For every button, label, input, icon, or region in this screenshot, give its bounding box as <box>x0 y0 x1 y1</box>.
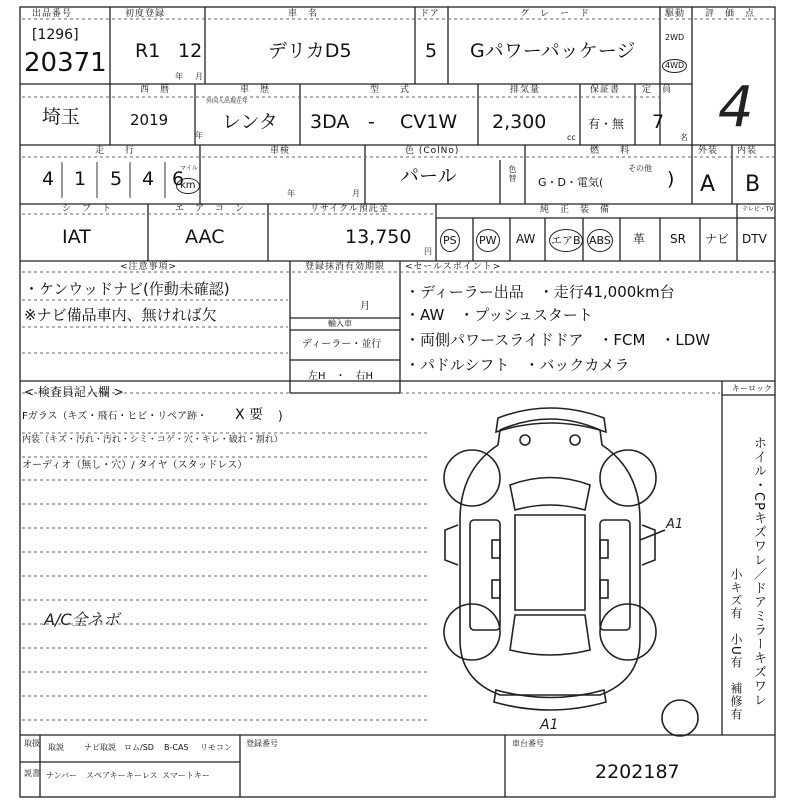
ac-label: エ ア コ ン <box>175 204 246 214</box>
damage-mark-rear: A1 <box>540 717 559 733</box>
first-reg-label: 初度登録 <box>125 9 166 19</box>
selling-line-4: ・パドルシフト ・バックカメラ <box>405 356 630 374</box>
month-unit: 月 <box>195 72 203 81</box>
chassis-number: 2202187 <box>595 761 680 783</box>
lot-bracket: [1296] <box>32 27 79 43</box>
year-label: 西 暦 <box>140 85 171 95</box>
equip-ps-circled: PS <box>440 229 460 252</box>
fuel-close: ) <box>667 168 675 190</box>
grade-value: Gパワーパッケージ <box>470 40 636 62</box>
selling-line-1: ・ディーラー出品 ・走行41,000km台 <box>405 283 675 301</box>
recycle-label: リサイクル預託金 <box>310 204 389 214</box>
recycle-fee: 13,750 <box>345 226 412 248</box>
displacement-label: 排気量 <box>510 85 541 95</box>
score-value: 4 <box>718 75 754 140</box>
equip-navi: ナビ <box>705 232 730 246</box>
caution-line-2: ※ナビ備品車内、無ければ欠 <box>24 306 217 324</box>
dealer-parallel: ディーラー・並行 <box>302 339 382 350</box>
footer-item-keyless: キーレス <box>126 771 158 780</box>
ac-value: AAC <box>185 226 225 248</box>
capacity-label: 定 員 <box>642 85 673 95</box>
displacement-value: 2,300 <box>492 111 547 133</box>
km-circled: km <box>176 178 200 194</box>
model-name: デリカD5 <box>268 40 352 62</box>
inspection-month-unit: 月 <box>352 189 360 198</box>
int-grade: B <box>745 172 761 197</box>
footer-item-bcas: B-CAS <box>164 743 189 752</box>
grade-label: グ レ ー ド <box>520 9 591 19</box>
footer-item-plate: ナンバー <box>46 771 78 780</box>
equip-abs-circled: ABS <box>587 229 613 252</box>
cc-unit: cc <box>567 133 576 142</box>
repair-note: 小キズ有 小U有 補修有 <box>729 568 743 721</box>
history-sub: 外国入出現在年 <box>206 98 249 105</box>
mileage-digit-1: 4 <box>42 168 55 190</box>
footer-item-rom: ロム/SD <box>124 743 154 752</box>
fuel-label: 燃 料 <box>590 146 631 156</box>
equip-sr: SR <box>670 232 686 246</box>
model-prefix: 3DA <box>310 111 350 133</box>
year-unit: 年 <box>175 72 183 81</box>
equip-airbag-circled: エアB <box>549 229 583 252</box>
footer-tag-2: 説書 <box>24 769 40 778</box>
fuel-other: その他 <box>628 164 652 173</box>
first-reg-era: R1 <box>135 40 161 62</box>
drive-2wd: 2WD <box>665 33 685 42</box>
lot-number: 20371 <box>24 48 107 78</box>
mile-tag: マイル <box>180 165 198 172</box>
inspection-year-unit: 年 <box>287 189 295 198</box>
model-code: CV1W <box>400 111 458 133</box>
reg-expiry-label: 登録抹消有効期限 <box>305 262 386 272</box>
selling-line-3: ・両側パワースライドドア ・FCM ・LDW <box>405 331 711 349</box>
ext-label: 外装 <box>698 146 719 156</box>
inspection-line-1-mark: X 要 <box>235 407 264 423</box>
handle-side: 左H ・ 右H <box>308 371 374 382</box>
equip-pw-circled: PW <box>476 229 500 252</box>
model-dash: - <box>368 111 375 133</box>
capacity-value: 7 <box>652 111 665 133</box>
history-label: 車 歴 <box>240 85 271 95</box>
damage-mark-side: A1 <box>666 517 684 532</box>
handwritten-ac-note: A/C全ネボ <box>44 610 120 629</box>
mileage-digit-3: 5 <box>110 168 123 190</box>
equip-leather: 革 <box>633 232 646 246</box>
footer-item-spare-key: スペアキー <box>86 771 126 780</box>
doors-value: 5 <box>425 40 438 62</box>
equip-label: 純 正 装 備 <box>540 205 611 215</box>
inspection-line-2: 内装（キズ・汚れ・汚れ・シミ・コゲ・穴・キレ・破れ・割れ） <box>22 435 283 445</box>
int-label: 内装 <box>737 146 758 156</box>
year-unit-2: 年 <box>195 131 203 140</box>
color-label: 色 (ColNo) <box>405 146 460 156</box>
ext-grade: A <box>700 172 716 197</box>
drive-4wd-circled: 4WD <box>662 59 687 73</box>
tv-label: テレビ・TV <box>742 206 774 213</box>
caution-label: <注意事項> <box>120 262 178 272</box>
lot-label: 出品番号 <box>32 9 73 19</box>
color-change-label: 色替 <box>508 165 517 183</box>
key-lock-label: キーロック <box>732 384 772 393</box>
drive-label: 駆動 <box>665 9 686 19</box>
footer-item-smart-key: スマートキー <box>162 771 210 780</box>
reg-month-unit: 月 <box>360 301 370 312</box>
mileage-digit-5: 6 <box>172 168 185 190</box>
mileage-label: 走 行 <box>95 146 136 156</box>
doors-label: ドア <box>420 9 440 19</box>
region: 埼玉 <box>42 106 81 128</box>
footer-item-navi-manual: ナビ取説 <box>84 743 116 752</box>
footer-tag-1: 取扱 <box>24 739 40 748</box>
inspection-line-1-close: ) <box>278 409 283 423</box>
reg-number-label: 登録番号 <box>246 739 278 748</box>
caution-line-1: ・ケンウッドナビ(作動未確認) <box>24 280 230 298</box>
selling-label: <セールスポイント> <box>405 262 502 272</box>
history-value: レンタ <box>222 111 278 133</box>
first-reg-month: 12 <box>178 40 203 62</box>
warranty-value: 有・無 <box>588 117 625 131</box>
color-value: パール <box>400 165 457 187</box>
fuel-options: G・D・電気( <box>538 176 604 189</box>
import-label: 輸入車 <box>328 319 352 328</box>
yen-unit: 円 <box>424 247 432 256</box>
chassis-label: 車台番号 <box>512 739 544 748</box>
inspection-line-3: オーディオ（無し・穴）/ タイヤ（スタッドレス） <box>22 460 248 471</box>
selling-line-2: ・AW ・プッシュスタート <box>405 306 593 324</box>
score-label: 評 価 点 <box>705 9 756 19</box>
inspection-label: 車検 <box>270 146 291 156</box>
equip-aw: AW <box>516 232 536 246</box>
shift-label: シ フ ト <box>62 204 113 214</box>
mileage-digit-2: 1 <box>74 168 87 190</box>
inspection-label: < 検査員記入欄 > <box>24 385 124 399</box>
footer-item-remote: リモコン <box>200 743 232 752</box>
year-value: 2019 <box>130 111 169 129</box>
shift-value: IAT <box>62 226 91 248</box>
model-code-label: 型 式 <box>370 85 411 95</box>
warranty-label: 保証書 <box>590 85 621 95</box>
inspection-line-1: Fガラス（キズ・飛石・ヒビ・リペア跡・ <box>22 411 208 422</box>
wheel-mirror-note: ホイル・CPキズワレ／ドアミラーキズワレ <box>751 436 766 707</box>
capacity-unit: 名 <box>680 133 688 142</box>
mileage-digit-4: 4 <box>142 168 155 190</box>
equip-dtv: DTV <box>742 232 767 246</box>
model-name-label: 車 名 <box>288 9 319 19</box>
footer-item-manual: 取説 <box>48 743 64 752</box>
